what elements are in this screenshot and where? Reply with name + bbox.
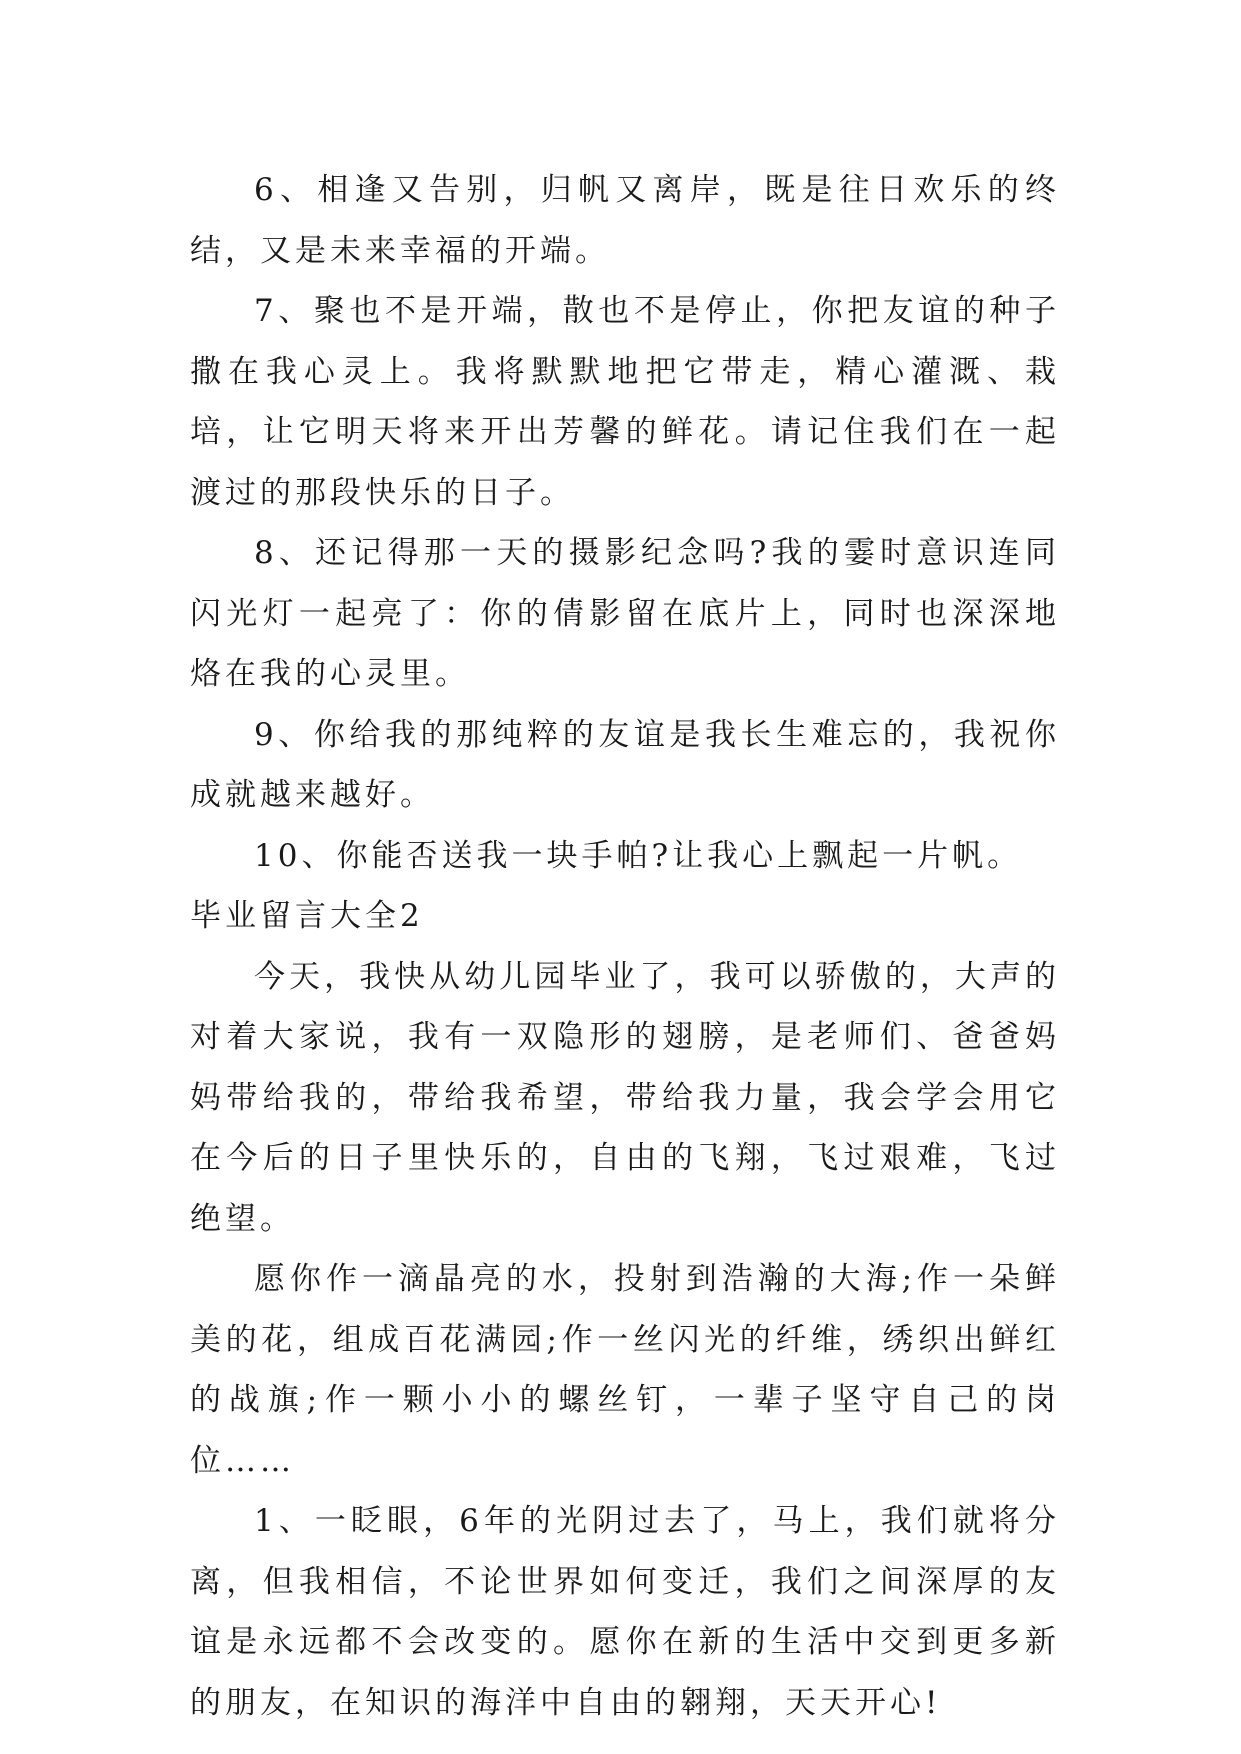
paragraph-7: 7、聚也不是开端，散也不是停止，你把友谊的种子撒在我心灵上。我将默默地把它带走，精心灌溉、栽培，让它明天将来开出芳馨的鲜花。请记住我们在一起渡过的那段快乐的日子。: [190, 293, 1060, 511]
paragraph-kindergarten: 今天，我快从幼儿园毕业了，我可以骄傲的，大声的对着大家说，我有一双隐形的翅膀，是老师们、爸爸妈妈带给我的，带给我希望，带给我力量，我会学会用它在今后的日子里快乐的，自由的飞翔，飞过艰难，飞过绝望。: [190, 958, 1060, 1237]
document-page: [190, 160, 1060, 1733]
paragraph-8: 8、还记得那一天的摄影纪念吗?我的霎时意识连同闪光灯一起亮了：你的倩影留在底片上，同时也深深地烙在我的心灵里。: [190, 535, 1060, 692]
paragraph-1: 1、一眨眼，6年的光阴过去了，马上，我们就将分离，但我相信，不论世界如何变迁，我们之间深厚的友谊是永远都不会改变的。愿你在新的生活中交到更多新的朋友，在知识的海洋中自由的翱翔，天天开心!: [190, 1503, 1060, 1721]
section-heading: 毕业留言大全2: [190, 898, 424, 934]
paragraph-6: 6、相逢又告别，归帆又离岸，既是往日欢乐的终结，又是未来幸福的开端。: [190, 172, 1060, 269]
paragraph-wish: 愿你作一滴晶亮的水，投射到浩瀚的大海;作一朵鲜美的花，组成百花满园;作一丝闪光的纤维，绣织出鲜红的战旗;作一颗小小的螺丝钉，一辈子坚守自己的岗位……: [190, 1261, 1060, 1479]
paragraph-10: 10、你能否送我一块手帕?让我心上飘起一片帆。: [254, 837, 1023, 874]
paragraph-9: 9、你给我的那纯粹的友谊是我长生难忘的，我祝你成就越来越好。: [190, 716, 1060, 813]
